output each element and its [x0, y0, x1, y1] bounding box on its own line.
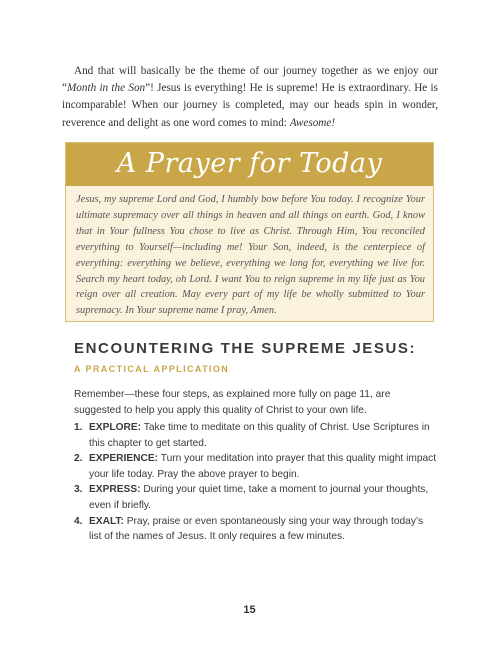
steps-list: [74, 420, 438, 545]
intro-awesome: Awesome!: [289, 116, 336, 129]
section-title: ENCOUNTERING THE SUPREME JESUS:: [74, 340, 417, 357]
step-item: [74, 420, 438, 451]
page-number: 15: [243, 604, 256, 616]
step-item: [74, 514, 438, 545]
prayer-title: A Prayer for Today: [116, 148, 383, 179]
step-text: Turn your meditation into prayer that this quality might impact your life today. Pray the above prayer to begin.: [89, 453, 437, 480]
step-number: 3.: [74, 484, 83, 496]
step-item: [74, 482, 438, 513]
step-label: EXPERIENCE:: [89, 453, 159, 465]
step-label: EXALT:: [89, 515, 124, 527]
section-intro: Remember—these four steps, as explained more fully on page 11, are suggested to help you apply this quality of Christ to your own life.: [74, 389, 391, 416]
intro-text-part2: ”! Jesus is everything! He is supreme! He is extraordinary. He is incomparable! When our journey is completed, may our heads spin in wonder, reverence and delight as one word comes to mind:: [62, 82, 438, 129]
prayer-header: [66, 143, 433, 186]
step-number: 4.: [74, 515, 83, 527]
step-number: 2.: [74, 453, 83, 465]
step-number: 1.: [74, 422, 83, 433]
prayer-box: [65, 142, 434, 322]
section-subtitle: A PRACTICAL APPLICATION: [74, 364, 230, 374]
step-text: Pray, praise or even spontaneously sing your way through today’s list of the names of Jesus. It only requires a few minutes.: [89, 515, 424, 543]
step-text: Take time to meditate on this quality of Christ. Use Scriptures in this chapter to get started.: [89, 422, 430, 449]
prayer-text: Jesus, my supreme Lord and God, I humbly bow before You today. I recognize Your ultimate supremacy over all things in heaven and all things on earth. God, I know that in Your fullness You chose to live as Christ. Through Him, You reconciled everything to Yourself—including me! Your Son, indeed, is the centerpiece of everything: everything we believe, everything we long for, everything we live for. Search my heart today, oh Lord. I want You to reign supreme in my life just as You reign over all creation. May every part of my life be wholly submitted to Your supremacy. In Your supreme name I pray, Amen.: [76, 194, 425, 317]
intro-text-part1: And that will basically be the theme of our journey together as we enjoy our “: [62, 65, 438, 95]
intro-paragraph: [62, 63, 438, 132]
step-text: During your quiet time, take a moment to journal your thoughts, even if briefly.: [89, 484, 429, 511]
intro-month-title: Month in the Son: [66, 82, 146, 95]
step-item: [74, 451, 438, 482]
step-label: EXPLORE:: [89, 422, 142, 433]
step-label: EXPRESS:: [89, 484, 141, 496]
